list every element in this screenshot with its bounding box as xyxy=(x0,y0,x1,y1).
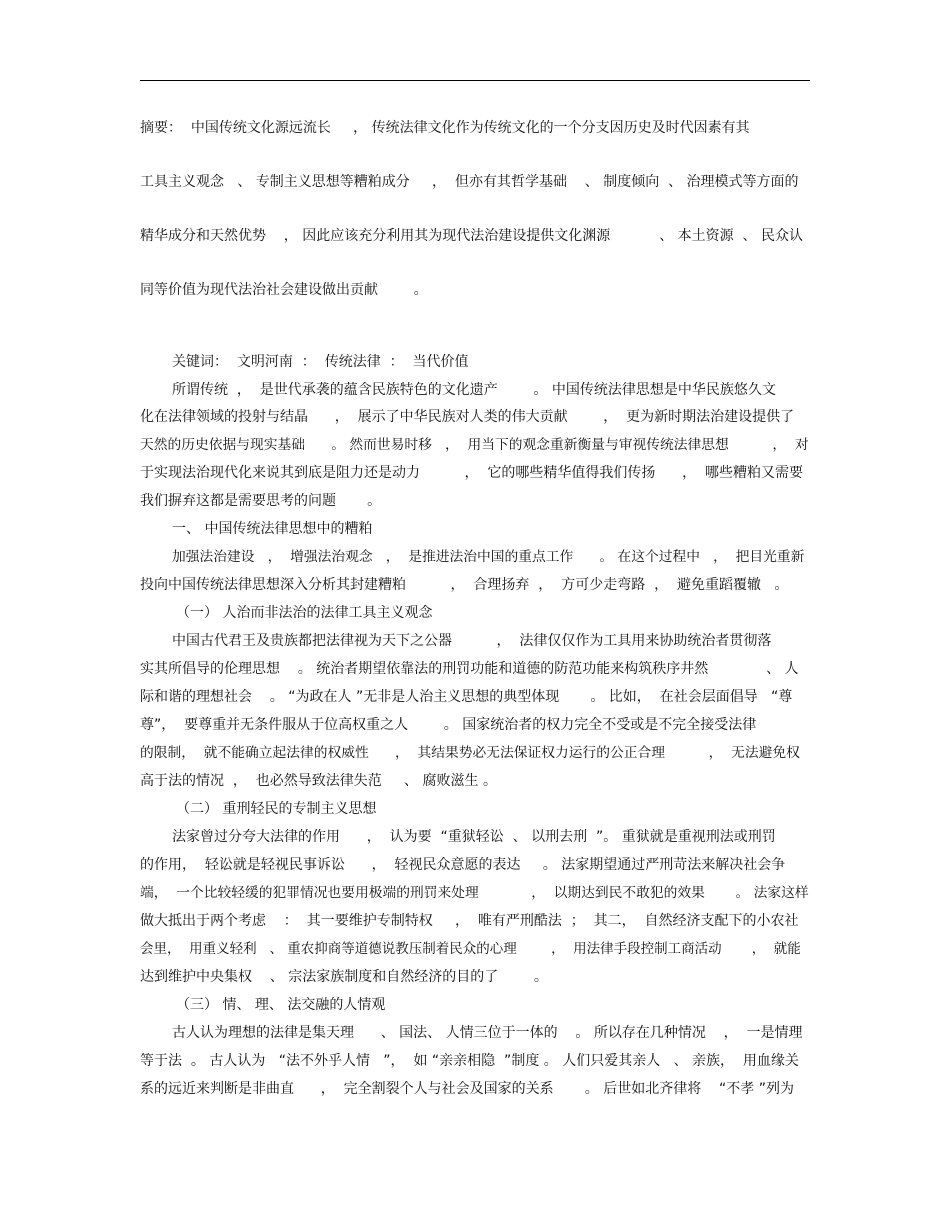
paragraph-line: 际和谐的理想社会 。 “为政在人 ”无非是人治主义思想的典型体现 。 比如， 在社会层面倡导 “尊 xyxy=(140,689,793,705)
paragraph-line: 法家曾过分夸大法律的作用 ， 认为要 “重狱轻讼 、 以刑去刑 ”。 重狱就是重视刑法或刑罚 xyxy=(172,829,776,845)
paragraph-line: 化在法律领域的投射与结晶 ， 展示了中华民族对人类的伟大贡献 ， 更为新时期法治建设提供了 xyxy=(140,409,795,425)
paragraph-line: 等于法 。 古人认为 “法不外乎人情 ”， 如 “亲亲相隐 ”制度 。 人们只爱其亲人 、 亲族， 用血缘关 xyxy=(140,1053,799,1069)
subsection-heading: （二） 重刑轻民的专制主义思想 xyxy=(176,801,377,817)
paragraph-line: 端， 一个比较轻缓的犯罪情况也要用极端的刑罚来处理 ， 以期达到民不敢犯的效果 。 法家这样 xyxy=(140,885,809,901)
abstract-line: 摘要： 中国传统文化源远流长 ， 传统法律文化作为传统文化的一个分支因历史及时代因素有其 xyxy=(140,120,750,136)
paragraph-line: 系的远近来判断是非曲直 ， 完全割裂个人与社会及国家的关系 。 后世如北齐律将 “不孝 ”列为 xyxy=(140,1081,794,1097)
paragraph-line: 会里， 用重义轻利 、 重农抑商等道德说教压制着民众的心理 ， 用法律手段控制工商活动 ， 就能 xyxy=(140,941,801,957)
paragraph-line: 做大抵出于两个考虑 ： 其一要维护专制特权 ， 唯有严刑酷法 ； 其二， 自然经济支配下的小农社 xyxy=(140,913,799,929)
header-rule xyxy=(140,80,810,81)
paragraph-line: 投向中国传统法律思想深入分析其封建糟粕 ， 合理扬弃 ， 方可少走弯路 ， 避免重蹈覆辙 。 xyxy=(140,577,789,593)
abstract-line: 精华成分和天然优势 ， 因此应该充分利用其为现代法治建设提供文化渊源 、 本土资源 、 民众认 xyxy=(140,228,804,244)
paragraph-line: 天然的历史依据与现实基础 。 然而世易时移 ， 用当下的观念重新衡量与审视传统法律思想 ， 对 xyxy=(140,437,809,453)
paragraph-line: 中国古代君王及贵族都把法律视为天下之公器 ， 法律仅仅作为工具用来协助统治者贯彻落 xyxy=(172,633,772,649)
paragraph-line: 加强法治建设 ， 增强法治观念 ， 是推进法治中国的重点工作 。 在这个过程中 ， 把目光重新 xyxy=(172,549,805,565)
subsection-heading: （三） 情、 理、 法交融的人情观 xyxy=(176,997,386,1013)
paragraph-line: 古人认为理想的法律是集天理 、 国法、 人情三位于一体的 。 所以存在几种情况 ， 一是情理 xyxy=(172,1025,803,1041)
paragraph-line: 高于法的情况 ， 也必然导致法律失范 、 腐败滋生 。 xyxy=(140,773,497,789)
paragraph-line: 的作用， 轻讼就是轻视民事诉讼 ， 轻视民众意愿的表达 。 法家期望通过严刑苛法来解决社会争 xyxy=(140,857,786,873)
paragraph-line: 尊”， 要尊重并无条件服从于位高权重之人 。 国家统治者的权力完全不受或是不完全接受法律 xyxy=(140,717,757,733)
section-heading: 一、 中国传统法律思想中的糟粕 xyxy=(172,521,373,537)
paragraph-line: 我们摒弃这都是需要思考的问题 。 xyxy=(140,493,382,509)
paragraph-line: 实其所倡导的伦理思想 。 统治者期望依靠法的刑罚功能和道德的防范功能来构筑秩序井然 、 人 xyxy=(140,661,799,677)
subsection-heading: （一） 人治而非法治的法律工具主义观念 xyxy=(176,605,433,621)
paragraph-line: 的限制， 就不能确立起法律的权威性 ， 其结果势必无法保证权力运行的公正合理 ， 无法避免权 xyxy=(140,745,800,761)
keywords-line: 关键词： 文明河南 ： 传统法律 ： 当代价值 xyxy=(172,354,469,370)
paragraph-line: 达到维护中央集权 、 宗法家族制度和自然经济的目的了 。 xyxy=(140,969,548,985)
abstract-line: 工具主义观念 、 专制主义思想等糟粕成分 ， 但亦有其哲学基础 、 制度倾向 、 治理模式等方面的 xyxy=(140,174,799,190)
abstract-line: 同等价值为现代法治社会建设做出贡献 。 xyxy=(140,282,428,298)
paragraph-line: 所谓传统 ， 是世代承袭的蕴含民族特色的文化遗产 。 中国传统法律思想是中华民族悠久文 xyxy=(172,382,776,398)
paragraph-line: 于实现法治现代化来说其到底是阻力还是动力 ， 它的哪些精华值得我们传扬 ， 哪些糟粕又需要 xyxy=(140,465,804,481)
